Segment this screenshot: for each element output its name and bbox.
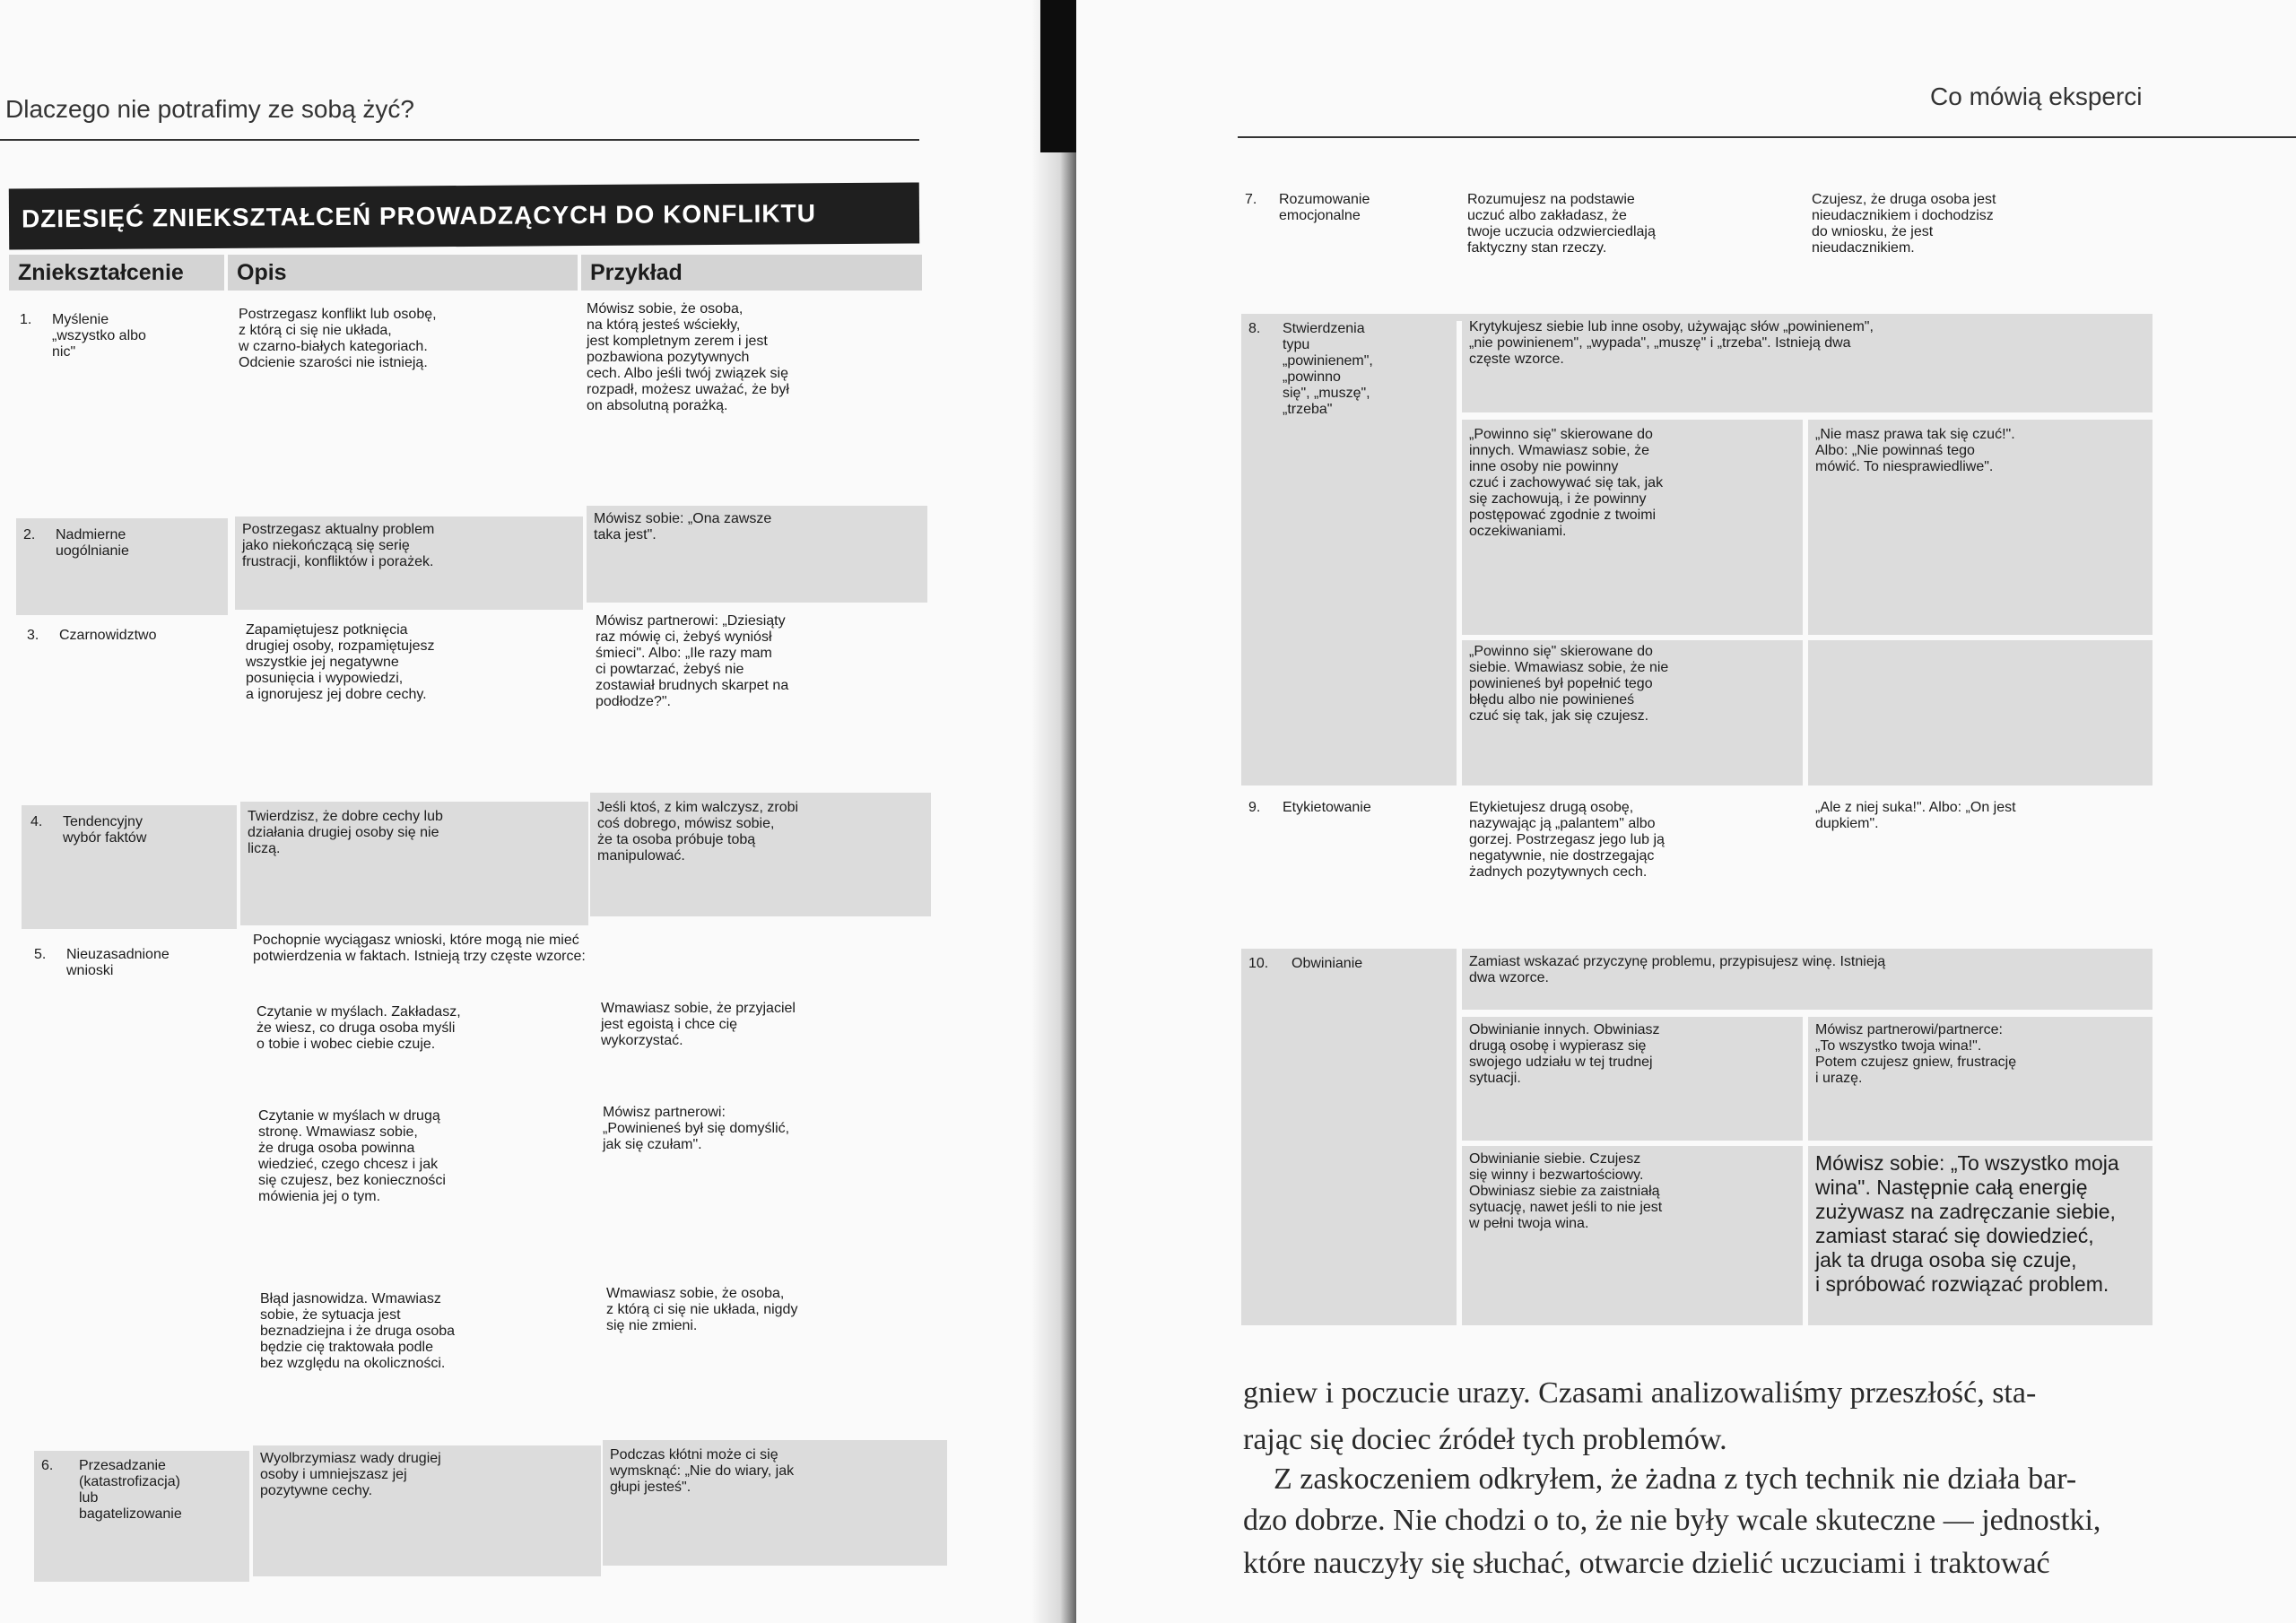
distortion-name: Nadmierne uogólnianie: [56, 527, 129, 559]
body-line: Z zaskoczeniem odkryłem, że żadna z tych technik nie działa bar-: [1274, 1462, 2077, 1496]
distortion-description: Wyolbrzymiasz wady drugiej osoby i umniejszasz jej pozytywne cechy.: [260, 1451, 441, 1498]
body-line: dzo dobrze. Nie chodzi o to, że nie były wcale skuteczne — jednostki,: [1243, 1504, 2101, 1537]
subpattern-example: Wmawiasz sobie, że osoba, z którą ci się nie układa, nigdy się nie zmieni.: [606, 1286, 798, 1333]
subpattern-description: Błąd jasnowidza. Wmawiasz sobie, że sytuacja jest beznadziejna i że druga osoba będzie cię traktowała podle bez względu na okoliczności.: [260, 1291, 456, 1371]
distortion-example: Mówisz sobie, że osoba, na którą jesteś wściekły, jest kompletnym zerem i jest pozbawiona pozytywnych cech. Albo jeśli twój związek się rozpadł, możesz uważać, że był on absolutną porażką.: [587, 301, 789, 413]
distortion-example: Mówisz sobie: „Ona zawsze taka jest".: [594, 511, 772, 542]
subpattern-example: „Nie masz prawa tak się czuć!". Albo: „Nie powinnaś tego mówić. To niesprawiedliwe".: [1815, 427, 2015, 474]
row-number: 2.: [23, 527, 36, 542]
distortion-name: Rozumowanie emocjonalne: [1279, 192, 1370, 223]
distortion-description: Postrzegasz konflikt lub osobę, z którą ci się nie układa, w czarno-białych kategoriach. Odcienie szarości nie istnieją.: [239, 307, 437, 370]
table-title: DZIESIĘĆ ZNIEKSZTAŁCEŃ PROWADZĄCYCH DO KONFLIKTU: [9, 182, 919, 249]
distortion-example: Podczas kłótni może ci się wymsknąć: „Nie do wiary, jak głupi jesteś".: [610, 1447, 795, 1495]
distortion-description: Zapamiętujesz potknięcia drugiej osoby, rozpamiętujesz wszystkie jej negatywne posunięcia i wypowiedzi, a ignorujesz jej dobre cechy.: [246, 622, 435, 702]
subpattern-example: Wmawiasz sobie, że przyjaciel jest egoistą i chce cię wykorzystać.: [601, 1001, 796, 1048]
distortion-name: Obwinianie: [1292, 956, 1363, 971]
distortion-description: Rozumujesz na podstawie uczuć albo zakładasz, że twoje uczucia odzwierciedlają faktyczny stan rzeczy.: [1467, 192, 1656, 256]
subpattern-description: „Powinno się" skierowane do siebie. Wmawiasz sobie, że nie powinieneś był popełnić tego błędu albo nie powinieneś czuć się tak, jak się czujesz.: [1469, 644, 1669, 724]
left-running-head: Dlaczego nie potrafimy ze sobą żyć?: [5, 95, 414, 123]
header-distortion: Zniekształcenie: [9, 255, 224, 291]
distortion-name: Czarnowidztwo: [59, 628, 157, 643]
body-line: rając się dociec źródeł tych problemów.: [1243, 1423, 1727, 1456]
body-line: które nauczyły się słuchać, otwarcie dzielić uczuciami i traktować: [1243, 1547, 2050, 1580]
row-number: 6.: [41, 1458, 54, 1473]
left-header-rule: [0, 139, 919, 141]
subpattern-example: Mówisz partnerowi: „Powinieneś był się domyślić, jak się czułam".: [603, 1105, 790, 1152]
row-number: 4.: [30, 814, 43, 829]
distortion-name: Myślenie „wszystko albo nic": [52, 312, 146, 360]
row-number: 5.: [34, 947, 47, 962]
subpattern-description: Obwinianie siebie. Czujesz się winny i bezwartościowy. Obwiniasz siebie za zaistniałą sytuację, nawet jeśli to nie jest w pełni twoja wina.: [1469, 1151, 1663, 1231]
row-number: 10.: [1248, 956, 1269, 971]
distortion-description: Twierdzisz, że dobre cechy lub działania drugiej osoby się nie liczą.: [248, 809, 443, 856]
header-example: Przykład: [581, 255, 922, 291]
row-shade: [1241, 949, 1457, 1325]
body-line: gniew i poczucie urazy. Czasami analizowaliśmy przeszłość, sta-: [1243, 1376, 2037, 1410]
row-number: 8.: [1248, 321, 1261, 336]
distortion-name: Nieuzasadnione wnioski: [66, 947, 170, 978]
header-description: Opis: [228, 255, 578, 291]
row-shade: [1808, 640, 2152, 785]
distortion-example: Czujesz, że druga osoba jest nieudacznikiem i dochodzisz do wniosku, że jest nieudacznikiem.: [1812, 192, 1996, 256]
distortion-description: Krytykujesz siebie lub inne osoby, używając słów „powinienem", „nie powinienem", „wypada", „muszę" i „trzeba". Istnieją dwa częste wzorce.: [1469, 319, 1874, 367]
right-page: [1076, 0, 2296, 1623]
row-number: 3.: [27, 628, 39, 643]
right-header-rule: [1238, 136, 2296, 138]
distortion-name: Etykietowanie: [1283, 800, 1371, 815]
row-number: 9.: [1248, 800, 1261, 815]
subpattern-description: Czytanie w myślach. Zakładasz, że wiesz, co druga osoba myśli o tobie i wobec ciebie czuje.: [257, 1004, 461, 1052]
distortion-example: „Ale z niej suka!". Albo: „On jest dupkiem".: [1815, 800, 2016, 831]
gutter-shadow: [1040, 0, 1076, 152]
right-running-head: Co mówią eksperci: [1930, 82, 2143, 110]
distortion-example: Mówisz partnerowi: „Dziesiąty raz mówię ci, żebyś wyniósł śmieci". Albo: „Ile razy mam ci powtarzać, żebyś nie zostawiał brudnych skarpet na podłodze?".: [596, 613, 789, 709]
row-number: 1.: [20, 312, 32, 327]
left-page: [0, 0, 1058, 1623]
distortion-description: Etykietujesz drugą osobę, nazywając ją „palantem" albo gorzej. Postrzegasz jego lub ją negatywnie, nie dostrzegając żadnych pozytywnych cech.: [1469, 800, 1665, 880]
subpattern-example: Mówisz sobie: „To wszystko moja wina". Następnie całą energię zużywasz na zadręczanie siebie, zamiast starać się dowiedzieć, jak ta druga osoba się czuje, i spróbować rozwiązać problem.: [1815, 1151, 2119, 1296]
distortion-name: Przesadzanie (katastrofizacja) lub bagatelizowanie: [79, 1458, 182, 1522]
subpattern-example: Mówisz partnerowi/partnerce: „To wszystko twoja wina!". Potem czujesz gniew, frustrację i urazę.: [1815, 1022, 2017, 1086]
distortion-example: Jeśli ktoś, z kim walczysz, zrobi coś dobrego, mówisz sobie, że ta osoba próbuje tobą manipulować.: [597, 800, 799, 864]
distortion-description: Postrzegasz aktualny problem jako niekończącą się serię frustracji, konfliktów i porażek.: [242, 522, 435, 569]
distortion-description: Zamiast wskazać przyczynę problemu, przypisujesz winę. Istnieją dwa wzorce.: [1469, 954, 1886, 985]
subpattern-description: Obwinianie innych. Obwiniasz drugą osobę i wypierasz się swojego udziału w tej trudnej sytuacji.: [1469, 1022, 1660, 1086]
distortion-description: Pochopnie wyciągasz wnioski, które mogą nie mieć potwierdzenia w faktach. Istnieją trzy częste wzorce:: [253, 933, 586, 964]
distortion-name: Stwierdzenia typu „powinienem", „powinno się", „muszę", „trzeba": [1283, 321, 1373, 417]
subpattern-description: Czytanie w myślach w drugą stronę. Wmawiasz sobie, że druga osoba powinna wiedzieć, czego chcesz i jak się czujesz, bez konieczności mówienia jej o tym.: [258, 1108, 446, 1204]
subpattern-description: „Powinno się" skierowane do innych. Wmawiasz sobie, że inne osoby nie powinny czuć i zachowywać się tak, jak się zachowują, i że powinny postępować zgodnie z twoimi oczekiwaniami.: [1469, 427, 1664, 539]
distortion-name: Tendencyjny wybór faktów: [63, 814, 147, 846]
row-number: 7.: [1245, 192, 1257, 207]
